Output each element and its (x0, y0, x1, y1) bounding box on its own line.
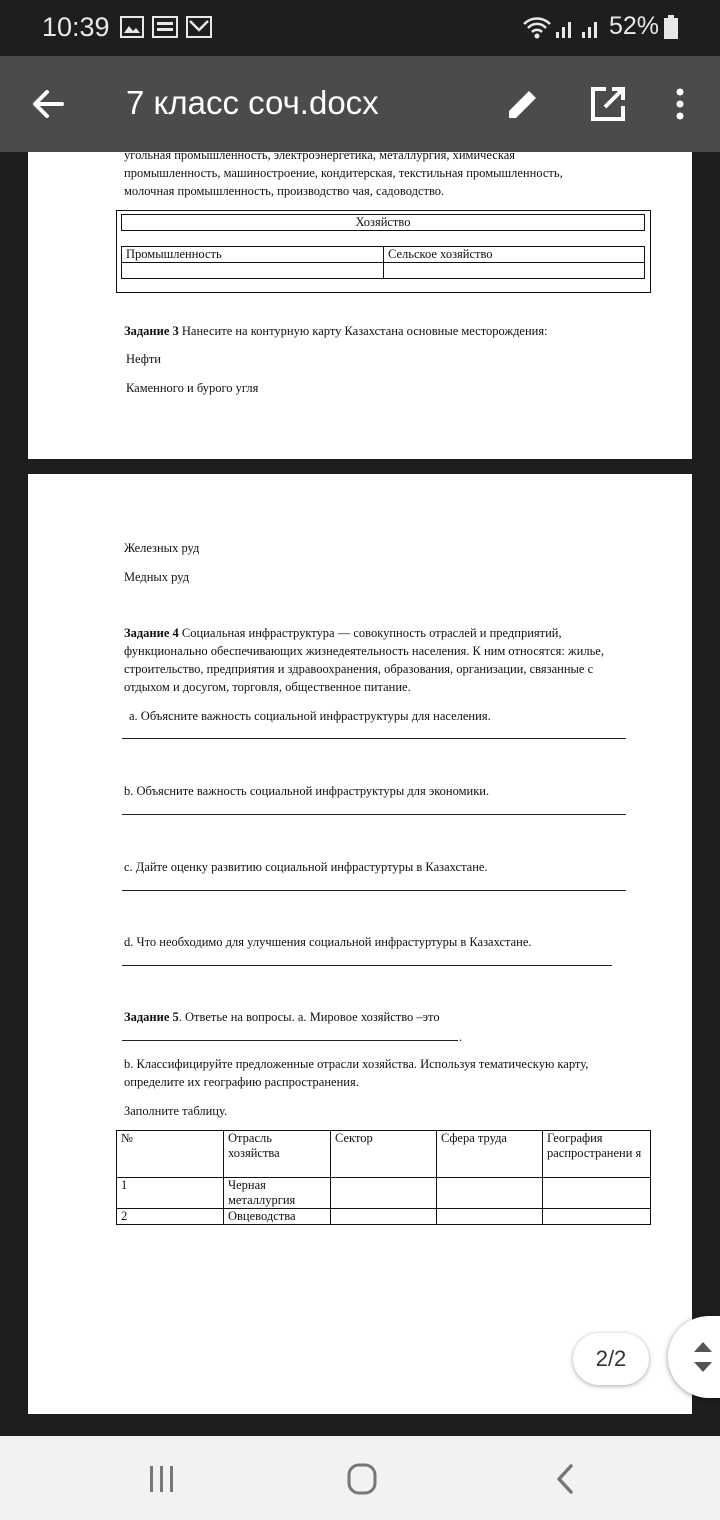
table-header: Хозяйство (122, 215, 645, 231)
back-arrow-icon[interactable] (30, 86, 66, 122)
economy-table (121, 214, 645, 279)
answer-line[interactable] (122, 965, 612, 966)
document-page-1 (28, 152, 692, 459)
task4-line: Задание 4 Социальная инфраструктура — совокупность отраслей и предприятий, (124, 626, 562, 640)
answer-line[interactable] (122, 1040, 458, 1041)
table-header-branch: Отрасль хозяйства (224, 1131, 331, 1178)
deposit-item: Железных руд (124, 541, 200, 555)
battery-percent: 52% (609, 12, 660, 40)
row-num: 2 (117, 1209, 224, 1225)
table-cell[interactable] (331, 1209, 437, 1225)
home-icon[interactable] (342, 1462, 382, 1496)
table-cell[interactable] (437, 1178, 543, 1209)
scroll-arrows-icon (692, 1338, 714, 1376)
task4-question-a: a. Объясните важность социальной инфраструктуры для населения. (129, 709, 491, 723)
deposit-item: Каменного и бурого угля (126, 381, 259, 395)
task4-line: отдыхом и досугом, торговля, общественное питание. (124, 680, 411, 694)
answer-line-end: . (459, 1030, 463, 1044)
answer-line[interactable] (122, 890, 626, 891)
row-num: 1 (117, 1178, 224, 1209)
battery-icon (664, 15, 678, 39)
intro-line: угольная промышленность, электроэнергетика, металлургия, химическая (124, 152, 516, 162)
table-row (117, 1209, 651, 1225)
task5-text: . Ответье на вопросы. a. Мировое хозяйство –это (178, 1010, 440, 1024)
gallery-notification-icon (120, 16, 144, 38)
task3-label: Задание 3 (124, 324, 179, 338)
table-header-sector: Сектор (331, 1131, 437, 1178)
task4-line: строительство, предприятия и здравоохранения, образования, организации, связанные с (124, 662, 594, 676)
deposit-item: Медных руд (124, 570, 190, 584)
app-bar (0, 56, 720, 152)
table-cell[interactable] (543, 1178, 651, 1209)
intro-line: молочная промышленность, производство чая, садоводство. (124, 184, 445, 198)
signal-icon (554, 16, 576, 40)
task5-b-line: определите их географию распространения. (124, 1075, 359, 1089)
task4-question-b: b. Объясните важность социальной инфраструктуры для экономики. (124, 784, 490, 798)
task5-label: Задание 5 (124, 1010, 179, 1024)
status-bar (0, 0, 720, 56)
table-col-industry: Промышленность (122, 247, 384, 263)
deposit-item: Нефти (126, 352, 161, 366)
status-time: 10:39 (42, 12, 110, 42)
answer-line[interactable] (122, 814, 626, 815)
wifi-icon (522, 16, 552, 40)
answer-line[interactable] (122, 738, 626, 739)
table-row (117, 1178, 651, 1209)
table-header-num: № (117, 1131, 224, 1178)
back-nav-icon[interactable] (546, 1462, 586, 1496)
task4-question-c: c. Дайте оценку развитию социальной инфрастуртуры в Казахстане. (124, 860, 488, 874)
page-indicator: 2/2 (573, 1333, 649, 1385)
mail-notification-icon (186, 16, 212, 38)
table-header-geography: География распространени я (543, 1131, 651, 1178)
task3-text: Нанесите на контурную карту Казахстана основные месторождения: (181, 324, 548, 338)
table-col-agriculture: Сельское хозяйство (384, 247, 645, 263)
row-branch: Овцеводства (224, 1209, 331, 1225)
document-page-2 (28, 474, 692, 1414)
table-cell[interactable] (384, 263, 645, 279)
industry-table (116, 1130, 651, 1225)
table-cell[interactable] (437, 1209, 543, 1225)
task5-b-line: b. Классифицируйте предложенные отрасли хозяйства. Используя тематическую карту, (124, 1057, 589, 1071)
task3-paragraph (124, 322, 654, 340)
task4-label: Задание 4 (124, 626, 179, 640)
document-title: 7 класс соч.docx (126, 84, 379, 121)
economy-table-frame (116, 210, 651, 293)
task4-line: функционально обеспечивающих жизнедеятельность населения. К ним относятся: жилье, (124, 644, 604, 658)
signal-icon-2 (580, 16, 602, 40)
system-navigation-bar (0, 1436, 720, 1520)
fill-table-instruction: Заполните таблицу. (124, 1104, 228, 1118)
document-viewer[interactable] (0, 152, 720, 1436)
row-branch: Черная металлургия (224, 1178, 331, 1209)
edit-pencil-icon[interactable] (503, 84, 543, 124)
table-cell[interactable] (543, 1209, 651, 1225)
recent-apps-icon[interactable] (142, 1462, 182, 1496)
open-in-new-icon[interactable] (588, 84, 628, 124)
task4-question-d: d. Что необходимо для улучшения социальной инфрастуртуры в Казахстане. (124, 935, 532, 949)
table-header-labor: Сфера труда (437, 1131, 543, 1178)
table-cell[interactable] (122, 263, 384, 279)
message-notification-icon (152, 16, 178, 38)
table-spacer (122, 231, 645, 247)
intro-line: промышленность, машиностроение, кондитерская, текстильная промышленность, (124, 166, 563, 180)
task5-paragraph (124, 1008, 654, 1026)
more-options-icon[interactable] (664, 84, 696, 124)
table-cell[interactable] (331, 1178, 437, 1209)
